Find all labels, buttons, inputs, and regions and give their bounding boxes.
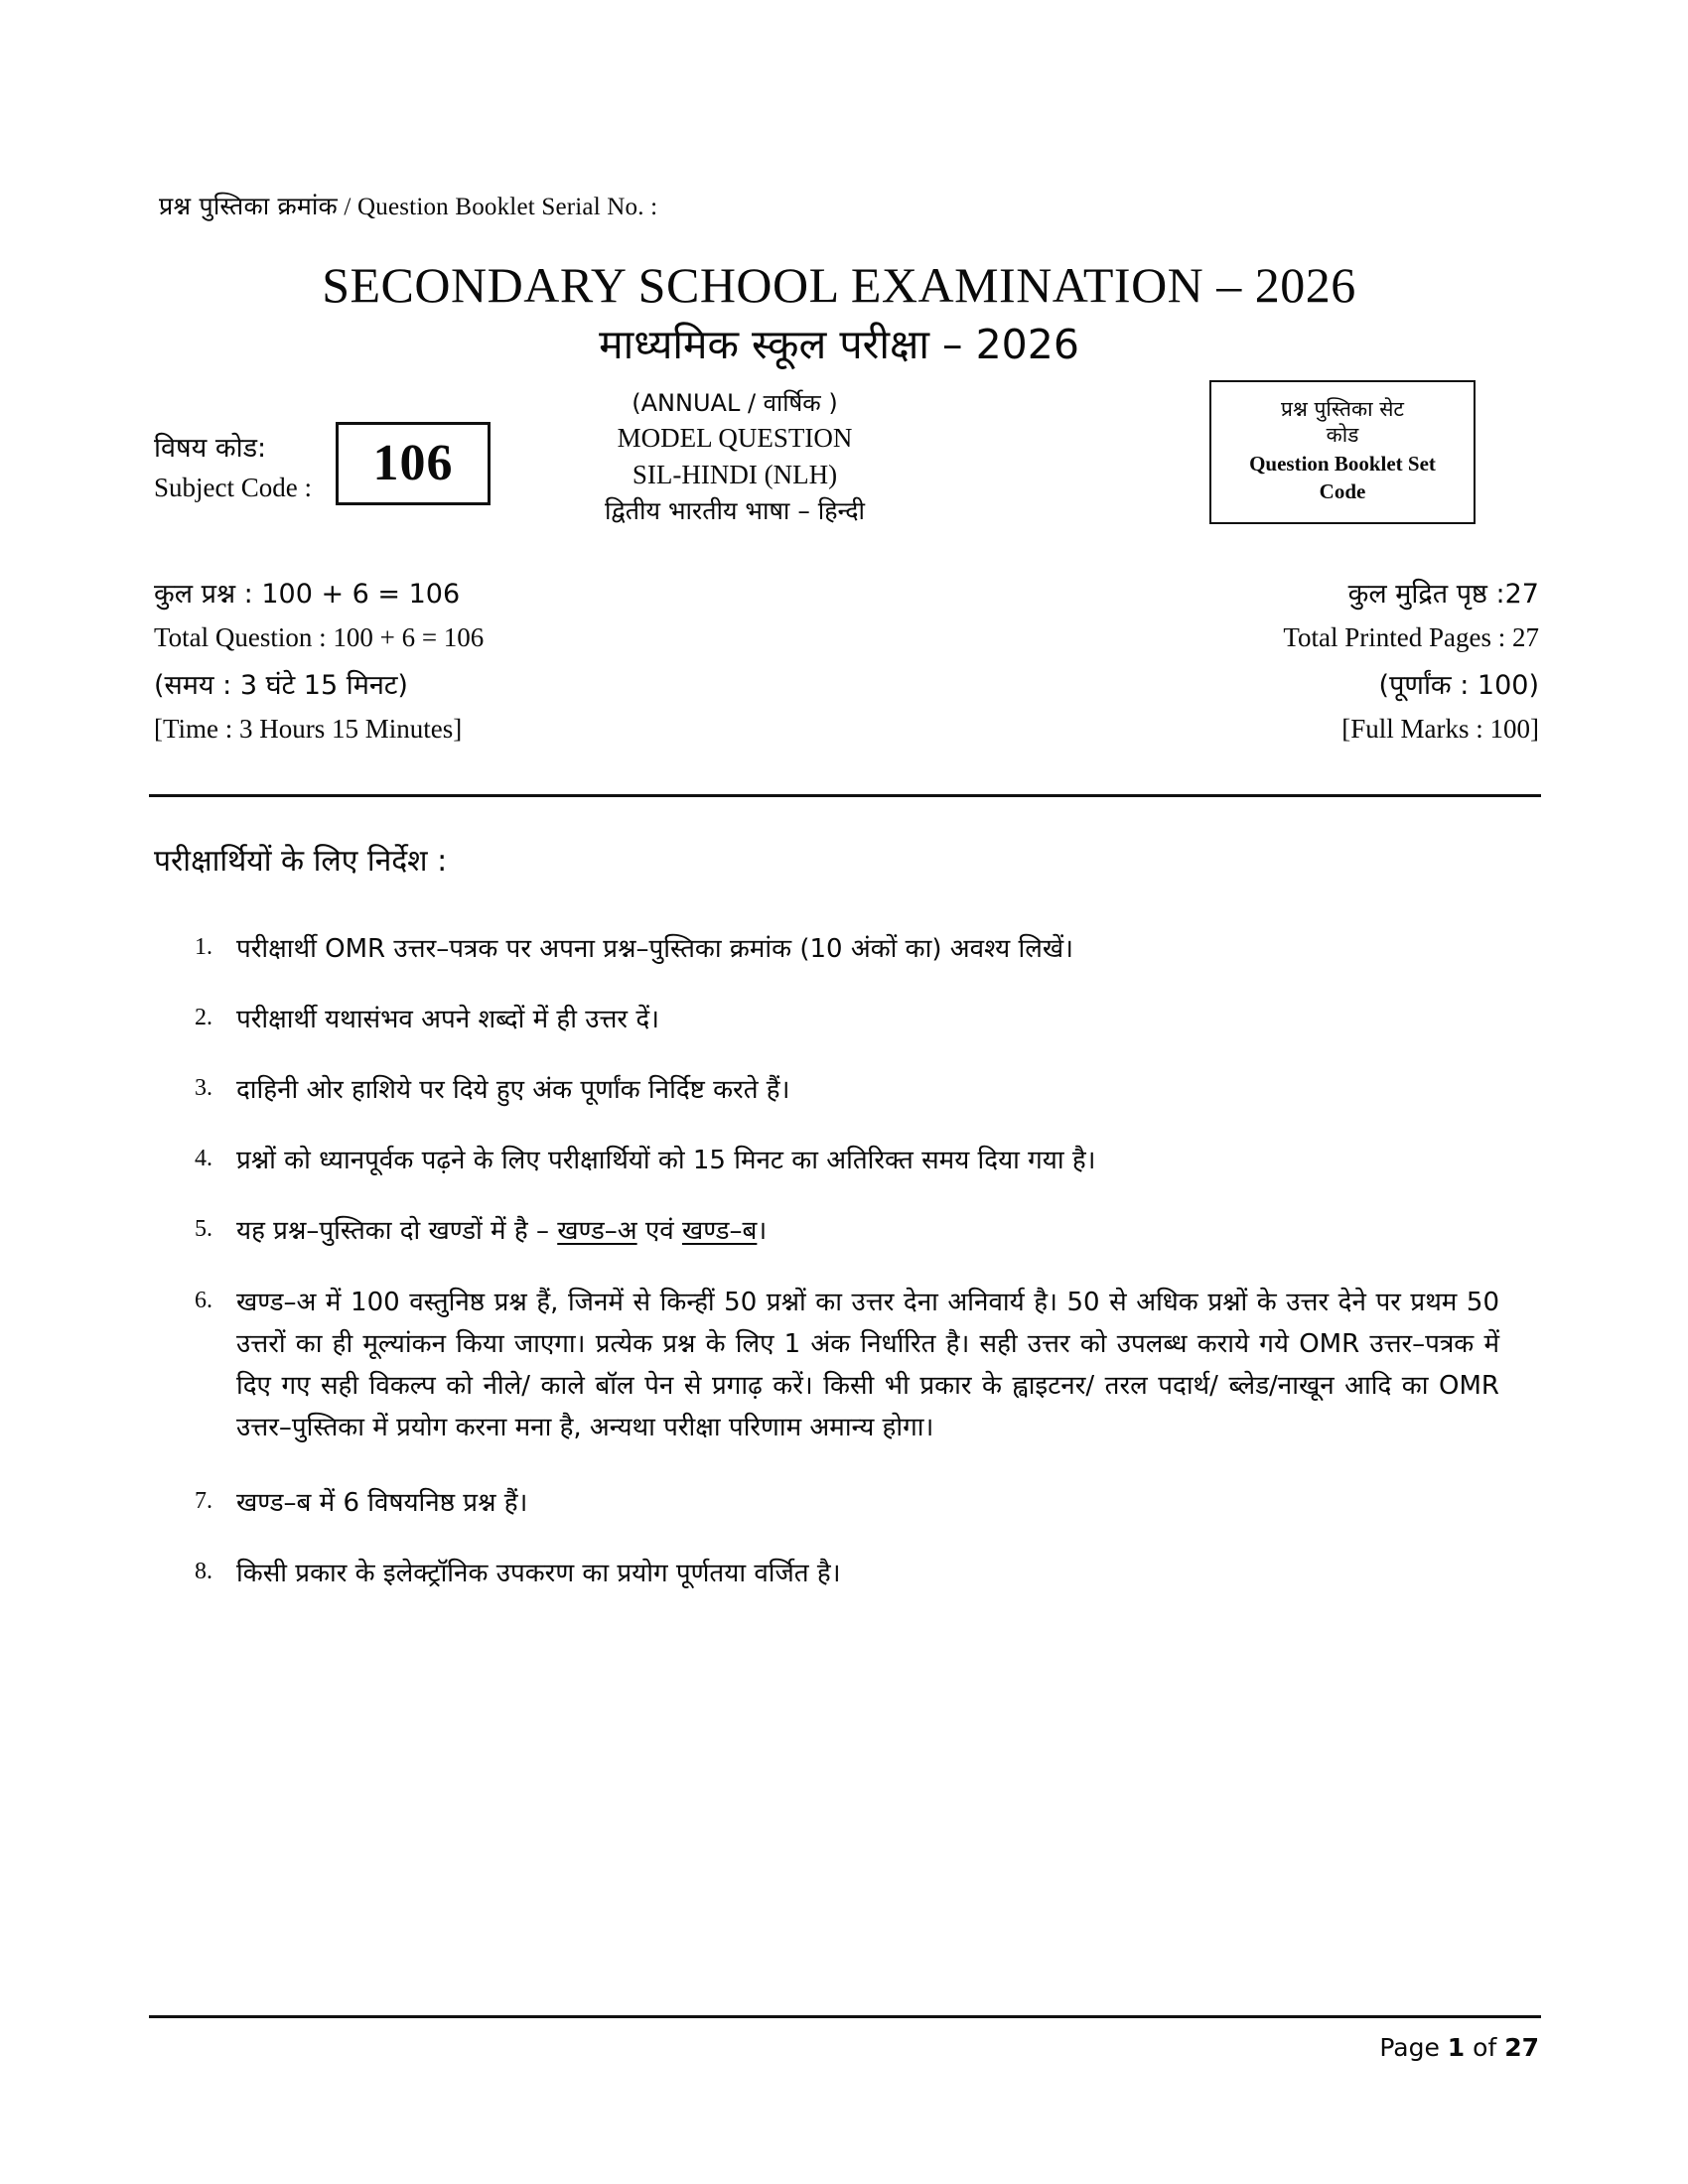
subject-code-labels	[154, 428, 312, 503]
instruction-number: 4.	[195, 1146, 212, 1172]
instruction-item	[195, 1140, 1499, 1181]
subject-code-label-english: Subject Code :	[154, 473, 312, 502]
exam-title-hindi: माध्यमिक स्कूल परीक्षा – 2026	[599, 321, 1079, 368]
booklet-serial-label-en: / Question Booklet Serial No. :	[344, 194, 658, 220]
page-label-middle: of	[1465, 2033, 1505, 2062]
instruction-item	[195, 1482, 1499, 1524]
booklet-serial-label-hi: प्रश्न पुस्तिका क्रमांक	[159, 192, 338, 220]
footer-divider-rule	[149, 2015, 1541, 2018]
instruction-text: परीक्षार्थी यथासंभव अपने शब्दों में ही उत्तर दें।	[236, 1005, 659, 1035]
set-code-label-english-line2: Code	[1319, 479, 1366, 504]
underlined-term: खण्ड–अ	[557, 1216, 637, 1247]
total-pages-english: Total Printed Pages : 27	[1283, 622, 1539, 652]
instruction-text: प्रश्नों को ध्यानपूर्वक पढ़ने के लिए परीक्षार्थियों को 15 मिनट का अतिरिक्त समय दिया गया है।	[236, 1146, 1096, 1176]
instruction-number: 7.	[195, 1487, 212, 1514]
underlined-term: खण्ड–ब	[682, 1216, 758, 1247]
instruction-item	[195, 1210, 1499, 1252]
question-booklet-set-code-box	[1209, 380, 1476, 524]
instruction-text: खण्ड–अ में 100 वस्तुनिष्ठ प्रश्न हैं, जिनमें से किन्हीं 50 प्रश्नों का उत्तर देना अनिवार्य है। 50 से अधिक प्रश्नों के उत्तर देने पर प्रथम 50 उत्तरों का ही मूल्यांकन किया जाएगा। प्रत्येक प्रश्न के लिए 1 अंक निर्धारित है। सही उत्तर को उपलब्ध कराये गये OMR उत्तर–पत्रक में दिए गए सही विकल्प को नीले/ काले बॉल पेन से प्रगाढ़ करें। किसी भी प्रकार के ह्वाइटनर/ तरल पदार्थ/ ब्लेड/नाखून आदि का OMR उत्तर–पुस्तिका में प्रयोग करना मना है, अन्यथा परीक्षा परिणाम अमान्य होगा।	[236, 1287, 1499, 1442]
instruction-number: 1.	[195, 934, 212, 960]
exam-time-english: [Time : 3 Hours 15 Minutes]	[154, 714, 463, 744]
meta-row	[154, 622, 1539, 653]
instruction-text-with-underline: यह प्रश्न–पुस्तिका दो खण्डों में है – खण्ड–अ एवं खण्ड–ब।	[236, 1216, 768, 1247]
paper-identity-block	[477, 387, 993, 528]
full-marks-hindi: (पूर्णांक : 100)	[1378, 670, 1539, 701]
total-pages-hindi: कुल मुद्रित पृष्ठ :27	[1347, 579, 1539, 610]
subject-code-label-hindi: विषय कोड:	[154, 433, 267, 464]
instruction-text: खण्ड–ब में 6 विषयनिष्ठ प्रश्न हैं।	[236, 1487, 528, 1518]
page-number: 1	[1447, 2033, 1466, 2062]
instructions-list	[195, 928, 1499, 1623]
page-label-prefix: Page	[1379, 2033, 1448, 2062]
page-footer	[1379, 2033, 1539, 2062]
full-marks-english: [Full Marks : 100]	[1341, 714, 1539, 744]
paper-code-hindi: द्वितीय भारतीय भाषा – हिन्दी	[604, 495, 866, 525]
subject-code-value-box: 106	[336, 422, 491, 505]
instruction-text: परीक्षार्थी OMR उत्तर–पत्रक पर अपना प्रश्न–पुस्तिका क्रमांक (10 अंकों का) अवश्य लिखें।	[236, 934, 1073, 964]
total-questions-hindi: कुल प्रश्न : 100 + 6 = 106	[154, 579, 461, 610]
instruction-number: 8.	[195, 1559, 212, 1585]
total-questions-english: Total Question : 100 + 6 = 106	[154, 622, 485, 652]
exam-time-hindi: (समय : 3 घंटे 15 मिनट)	[154, 670, 408, 701]
meta-row	[154, 665, 1539, 702]
header-divider-rule	[149, 794, 1541, 797]
exam-meta-block	[154, 574, 1539, 756]
booklet-serial-line	[159, 189, 657, 222]
instruction-number: 3.	[195, 1075, 212, 1102]
meta-row	[154, 574, 1539, 611]
instruction-item	[195, 1282, 1499, 1448]
instruction-number: 6.	[195, 1287, 212, 1313]
set-code-label-english-line1: Question Booklet Set	[1249, 451, 1436, 476]
instruction-item	[195, 999, 1499, 1040]
instruction-item	[195, 1553, 1499, 1594]
paper-kind-line: MODEL QUESTION	[617, 423, 853, 454]
instruction-number: 2.	[195, 1005, 212, 1031]
set-code-label-hindi-line1: प्रश्न पुस्तिका सेट	[1281, 397, 1404, 421]
instructions-heading: परीक्षार्थियों के लिए निर्देश :	[154, 844, 448, 879]
exam-title-english: SECONDARY SCHOOL EXAMINATION – 2026	[322, 257, 1356, 313]
instruction-item	[195, 928, 1499, 970]
meta-row	[154, 714, 1539, 745]
set-code-label-hindi-line2: कोड	[1326, 423, 1359, 448]
instruction-item	[195, 1069, 1499, 1111]
instruction-number: 5.	[195, 1216, 212, 1243]
instruction-text: दाहिनी ओर हाशिये पर दिये हुए अंक पूर्णांक निर्दिष्ट करते हैं।	[236, 1075, 790, 1106]
page-total: 27	[1504, 2033, 1539, 2062]
paper-code-english: SIL-HINDI (NLH)	[632, 460, 838, 490]
exam-type-line: (ANNUAL / वार्षिक )	[632, 389, 838, 417]
subject-code-group	[154, 422, 491, 505]
instruction-text: किसी प्रकार के इलेक्ट्रॉनिक उपकरण का प्रयोग पूर्णतया वर्जित है।	[236, 1559, 841, 1589]
